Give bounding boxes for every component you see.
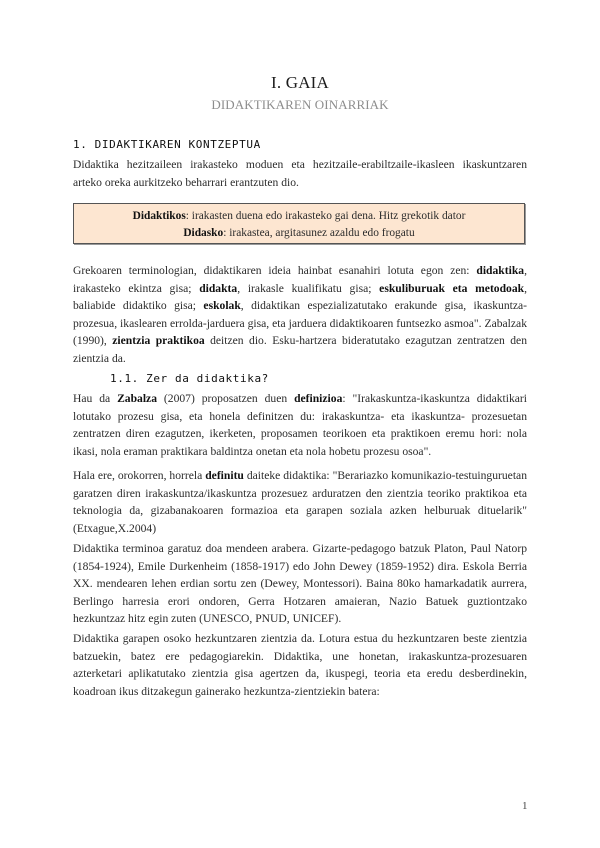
text-run: , irakasteko ekintza gisa; [73, 264, 527, 295]
bold-term: definitu [205, 469, 244, 482]
text-run: deitzen dio. Esku-hartzera bideratutako ezagutzan zentratzen den zientzia da. [73, 334, 527, 365]
zabalza-paragraph [73, 390, 527, 460]
text-run: Grekoaren terminologian, didaktikaren ideia hainbat esanahiri lotuta egon zen: [73, 264, 477, 277]
history-paragraph: Didaktika terminoa garatuz doa mendeen arabera. Gizarte-pedagogo batzuk Platon, Paul Natorp (1854-1924), Emile Durkenheim (1858-1917) edo John Dewey (1859-1952) dira. Eskola Berria XX. mendearen lehen erdian sortu zen (Dewey, Montessori). Baina 80ko hamarkadatik aurrera, Berlingo harresia erori ondoren, Gerra Hotzaren amaieran, Nazio Batuek guztiontzako hezkuntzaz hitz egin zuten (UNESCO, PNUD, UNICEF). [73, 542, 527, 626]
definition-box [73, 203, 525, 244]
general-definition-paragraph [73, 467, 527, 537]
bold-term: eskolak [203, 299, 241, 313]
bold-term: Zabalza [117, 392, 158, 405]
text-run: , irakasle kualifikatu gisa; [237, 281, 380, 295]
section-heading-1-1: 1.1. Zer da didaktika? [110, 372, 269, 385]
chapter-subtitle: DIDAKTIKAREN OINARRIAK [211, 97, 389, 112]
intro-paragraph: Didaktika hezitzaileen irakasteko moduen eta hezitzaile-erabiltzaile-ikasleen ikaskuntzaren arteko oreka aurkitzeko beharrari erantzuten dio. [73, 158, 527, 189]
text-run: , baliabide didaktiko gisa; [73, 281, 528, 313]
section-heading-1: 1. DIDAKTIKAREN KONTZEPTUA [73, 138, 261, 151]
bold-term: didakta [199, 281, 238, 295]
bold-term: definizioa [294, 392, 343, 405]
text-run: Hala ere, orokorren, horrela [73, 469, 206, 482]
bold-term: didaktika [476, 264, 525, 277]
text-run: Hau da [73, 392, 118, 405]
text-run: (2007) proposatzen duen [157, 392, 295, 405]
page-number: 1 [522, 800, 528, 812]
bold-term: zientzia praktikoa [112, 334, 205, 348]
bold-term: eskuliburuak eta metodoak [379, 281, 525, 295]
chapter-title: I. GAIA [270, 73, 330, 92]
definition-line-didasko [74, 225, 524, 242]
definition-line-didaktikos [74, 208, 524, 225]
definition-didasko: : irakastea, argitasunez azaldu edo frogatu [223, 226, 415, 239]
text-run: : "Irakaskuntza-ikaskuntza didaktikari lotutako prozesu gisa, eta honela definitzen du: irakaskuntza- eta ikaskuntza- prozesuetan zentratzen diren ezagutzen, ikerketen, proposamen teorikoen eta praktikoen eremu hori: nola ikasi, nola eraman praktikara baldintza onetan eta nola hobetu prozesu osoa". [73, 392, 528, 458]
term-didaktikos: Didaktikos [132, 210, 186, 222]
term-didasko: Didasko [183, 226, 224, 239]
text-run: , didaktikan espezializatutako erakunde gisa, ikaskuntza-prozesua, ikaslearen errolda-jarduera gisa, eta jarduera didaktikoaren funtsezko asmoa". Zabalzak (1990), [73, 299, 528, 348]
science-paragraph: Didaktika garapen osoko hezkuntzaren zientzia da. Lotura estua du hezkuntzaren beste zientzia batzuekin, batez ere pedagogiarekin. Didaktika, une honetan, irakaskuntza-prozesuaren azterketari aplikatutako zientzia gisa agertzen da, ikuspegi, teoria eta eredu desberdinekin, koadroan ikus ditzakegun gainerako hezkuntza-zientziekin batera: [73, 632, 527, 698]
terminology-paragraph [73, 262, 527, 368]
text-run: daiteke didaktika: "Berariazko komunikazio-testuinguruetan garatzen diren irakaskuntza/ikaskuntza prozesuez arduratzen den zientzia teoriko praktikoa eta teknologia da, gizabanakoaren formazioa eta garapen soziala azken helburuak dituelarik" (Etxague,X.2004) [73, 469, 527, 535]
definition-didaktikos: : irakasten duena edo irakasteko gai dena. Hitz grekotik dator [185, 210, 466, 222]
